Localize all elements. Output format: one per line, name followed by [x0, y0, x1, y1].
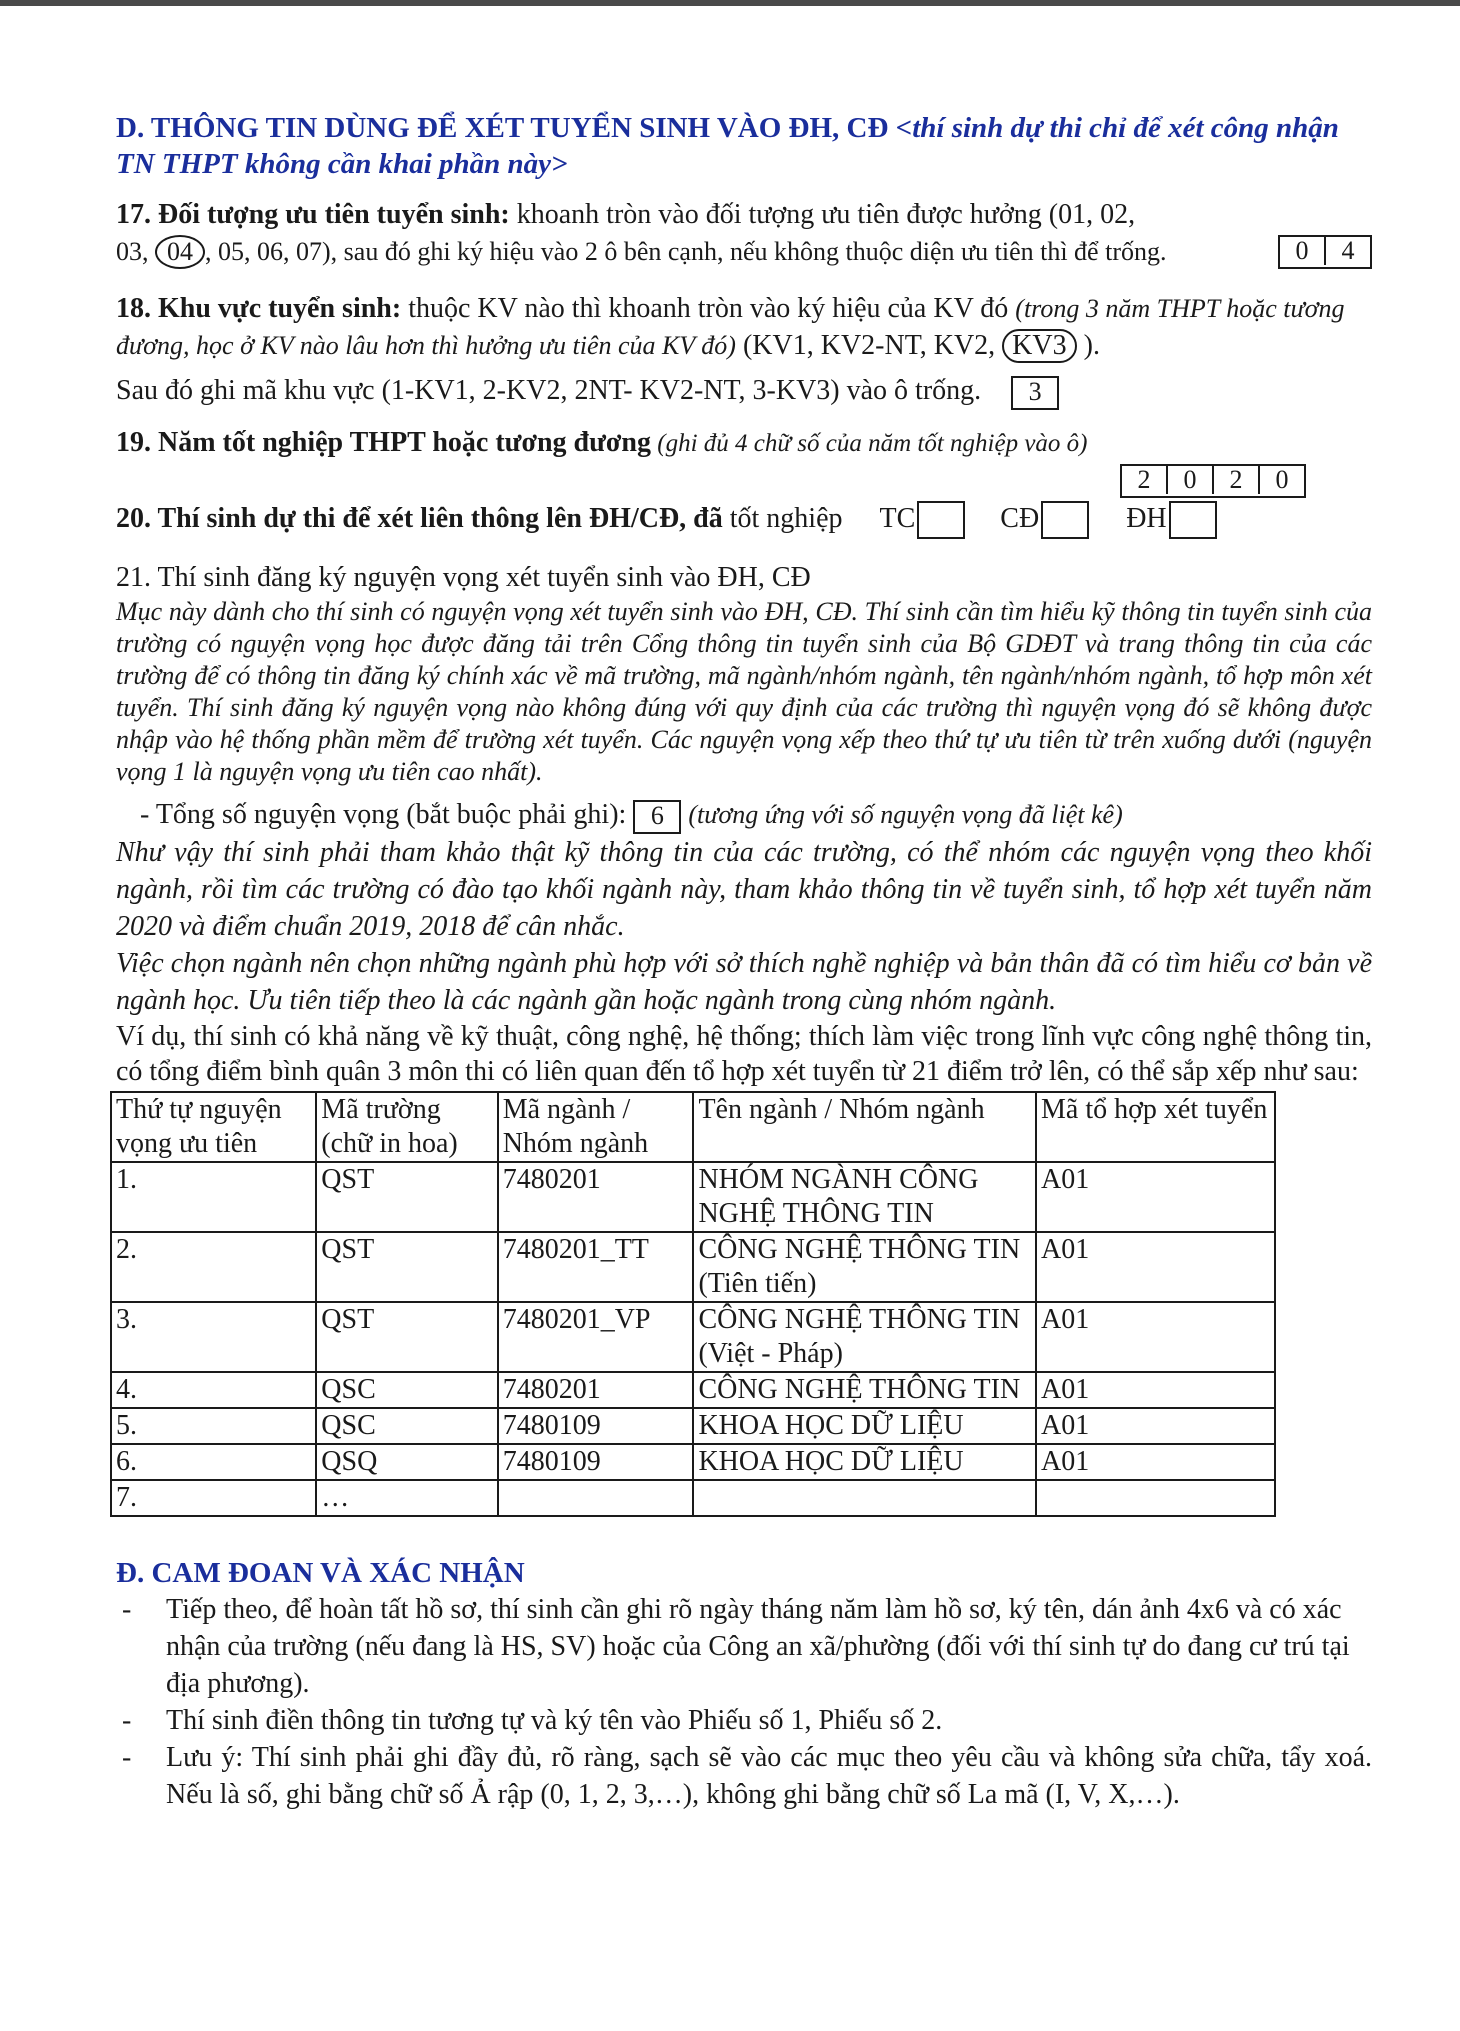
q19-year-digit-2: 0 — [1168, 466, 1214, 494]
table-cell: A01 — [1036, 1408, 1275, 1444]
dd-item-1 — [116, 1591, 1372, 1702]
table-row — [111, 1408, 1275, 1444]
table-header-order: Thứ tự nguyện vọng ưu tiên — [111, 1092, 316, 1162]
q20-line — [116, 500, 1372, 540]
q17-code-box[interactable] — [1278, 235, 1372, 269]
dash-bullet: - — [122, 1741, 132, 1773]
q17-line2 — [116, 233, 1372, 270]
table-cell: 1. — [111, 1162, 316, 1232]
q19-year-digit-1: 2 — [1122, 466, 1168, 494]
q20-tc-checkbox[interactable] — [917, 501, 965, 539]
q17-line1 — [116, 196, 1372, 233]
table-cell: KHOA HỌC DỮ LIỆU — [693, 1408, 1036, 1444]
table-cell: 7480109 — [498, 1444, 694, 1480]
q18-circled-option: KV3 — [1002, 329, 1076, 363]
q19-year-box[interactable] — [1120, 464, 1306, 498]
q20-cd-label: CĐ — [1000, 502, 1040, 534]
top-border — [0, 0, 1460, 6]
table-row — [111, 1162, 1275, 1232]
section-d-heading: D. THÔNG TIN DÙNG ĐỂ XÉT TUYỂN SINH VÀO ĐH, CĐ — [116, 112, 896, 144]
document-page — [116, 110, 1372, 1813]
q17-code-digit-2: 4 — [1341, 235, 1355, 265]
table-row — [111, 1232, 1275, 1302]
table-row — [111, 1480, 1275, 1516]
table-cell: A01 — [1036, 1372, 1275, 1408]
table-cell: CÔNG NGHỆ THÔNG TIN — [693, 1372, 1036, 1408]
q21-total-note: (tương ứng với số nguyện vọng đã liệt kê) — [688, 800, 1123, 830]
q17-circled-option: 04 — [155, 235, 205, 269]
preference-table — [110, 1091, 1276, 1517]
table-cell: QST — [316, 1162, 497, 1232]
table-cell: QSQ — [316, 1444, 497, 1480]
table-cell: 3. — [111, 1302, 316, 1372]
q17-text2a: 03, — [116, 237, 155, 266]
q21-advice-2: Việc chọn ngành nên chọn những ngành phù hợp với sở thích nghề nghiệp và bản thân đã có tìm hiểu cơ bản về ngành học. Ưu tiên tiếp theo là các ngành gần hoặc ngành trong cùng nhóm ngành. — [116, 947, 1372, 1016]
table-cell — [1036, 1480, 1275, 1516]
q21-description: Mục này dành cho thí sinh có nguyện vọng xét tuyển sinh vào ĐH, CĐ. Thí sinh cần tìm hiểu kỹ thông tin tuyển sinh của trường có nguyện vọng học được đăng tải trên Cổng thông tin tuyển sinh của Bộ GDĐT và trang thông tin của các trường để có thông tin đăng ký chính xác về mã trường, mã ngành/nhóm ngành, tên ngành/nhóm ngành, tổ hợp môn xét tuyển. Thí sinh đăng ký nguyện vọng nào không đúng với quy định của các trường thì nguyện vọng đó sẽ không được nhập vào hệ thống phần mềm để trường xét tuyển. Các nguyện vọng xếp theo thứ tự ưu tiên từ trên xuống dưới (nguyện vọng 1 là nguyện vọng ưu tiên cao nhất). — [116, 597, 1372, 787]
q19-note: (ghi đủ 4 chữ số của năm tốt nghiệp vào ô) — [651, 429, 1088, 457]
dash-bullet: - — [122, 1704, 132, 1736]
table-row — [111, 1302, 1275, 1372]
q17-label: 17. Đối tượng ưu tiên tuyển sinh: — [116, 199, 510, 230]
table-cell: QST — [316, 1302, 497, 1372]
section-dd-title: Đ. CAM ĐOAN VÀ XÁC NHẬN — [116, 1556, 525, 1589]
dd-item-text: Thí sinh điền thông tin tương tự và ký tên vào Phiếu số 1, Phiếu số 2. — [166, 1704, 943, 1736]
table-cell: KHOA HỌC DỮ LIỆU — [693, 1444, 1036, 1480]
table-cell: 2. — [111, 1232, 316, 1302]
dash-bullet: - — [122, 1593, 132, 1625]
table-header-row — [111, 1092, 1275, 1162]
q18-note: (trong 3 năm THPT hoặc tương đương, học ở KV nào lâu hơn thì hưởng ưu tiên của KV đó) — [116, 294, 1345, 360]
table-cell: … — [316, 1480, 497, 1516]
q20-dh-label: ĐH — [1126, 502, 1167, 534]
table-header-major-name: Tên ngành / Nhóm ngành — [693, 1092, 1036, 1162]
table-header-school-code: Mã trường (chữ in hoa) — [316, 1092, 497, 1162]
table-cell: A01 — [1036, 1162, 1275, 1232]
q20-tc-label: TC — [879, 502, 916, 534]
q20-label: 20. Thí sinh dự thi để xét liên thông lên ĐH/CĐ, đã — [116, 502, 723, 534]
dd-item-3 — [116, 1739, 1372, 1813]
table-cell: 4. — [111, 1372, 316, 1408]
q21-label: 21. Thí sinh đăng ký nguyện vọng xét tuyển sinh vào ĐH, CĐ — [116, 562, 811, 594]
q18-line1 — [116, 290, 1372, 364]
table-cell: A01 — [1036, 1444, 1275, 1480]
table-cell: 7480201 — [498, 1162, 694, 1232]
q18-text3: ). — [1076, 330, 1100, 361]
section-d-note: <thí sinh dự thi chỉ để xét công nhận TN THPT không cần khai phần này> — [116, 112, 1339, 180]
table-cell: QSC — [316, 1408, 497, 1444]
table-cell — [693, 1480, 1036, 1516]
table-header-combo-code: Mã tổ hợp xét tuyển — [1036, 1092, 1275, 1162]
q20-text: tốt nghiệp — [722, 502, 843, 534]
table-cell: CÔNG NGHỆ THÔNG TIN (Tiên tiến) — [693, 1232, 1036, 1302]
q17-text1: khoanh tròn vào đối tượng ưu tiên được hưởng (01, 02, — [509, 199, 1136, 230]
table-cell: A01 — [1036, 1302, 1275, 1372]
table-cell — [498, 1480, 694, 1516]
q21-total-box[interactable]: 6 — [633, 800, 681, 834]
dd-item-text: Tiếp theo, để hoàn tất hồ sơ, thí sinh cần ghi rõ ngày tháng năm làm hồ sơ, ký tên, dán ảnh 4x6 và có xác nhận của trường (nếu đang là HS, SV) hoặc của Công an xã/phường (đối với thí sinh tự do đang cư trú tại địa phương). — [166, 1593, 1350, 1699]
q21-advice-1: Như vậy thí sinh phải tham khảo thật kỹ thông tin của các trường, có thể nhóm các nguyện vọng theo khối ngành, rồi tìm các trường có đào tạo khối ngành này, tham khảo thông tin về tuyển sinh, tổ hợp xét tuyển năm 2020 và điểm chuẩn 2019, 2018 để cân nhắc. — [116, 836, 1372, 942]
q19-label: 19. Năm tốt nghiệp THPT hoặc tương đương — [116, 426, 651, 458]
q17-code-digit-1: 0 — [1280, 237, 1326, 265]
table-cell: QST — [316, 1232, 497, 1302]
q18-label: 18. Khu vực tuyển sinh: — [116, 293, 402, 324]
q19-year-boxes — [116, 464, 1372, 498]
q19-year-digit-3: 2 — [1214, 466, 1260, 494]
table-cell: QSC — [316, 1372, 497, 1408]
dd-item-2 — [116, 1702, 1372, 1739]
table-cell: 5. — [111, 1408, 316, 1444]
q18-text1: thuộc KV nào thì khoanh tròn vào ký hiệu của KV đó — [401, 293, 1016, 324]
table-row — [111, 1372, 1275, 1408]
q21-total-line: - Tổng số nguyện vọng (bắt buộc phải ghi): 6 (tương ứng với số nguyện vọng đã liệt kê) — [116, 796, 1372, 834]
table-row — [111, 1444, 1275, 1480]
q20-dh-checkbox[interactable] — [1169, 501, 1217, 539]
table-cell: 7. — [111, 1480, 316, 1516]
table-cell: 7480201_TT — [498, 1232, 694, 1302]
q17-text2 — [116, 233, 1166, 270]
q20-cd-checkbox[interactable] — [1041, 501, 1089, 539]
q21-total-label: Tổng số nguyện vọng (bắt buộc phải ghi): — [155, 799, 627, 831]
table-cell: A01 — [1036, 1232, 1275, 1302]
q17-text2b: , 05, 06, 07), sau đó ghi ký hiệu vào 2 ô bên cạnh, nếu không thuộc diện ưu tiên thì để trống. — [205, 237, 1167, 266]
section-d-title — [116, 110, 1372, 182]
table-cell: NHÓM NGÀNH CÔNG NGHỆ THÔNG TIN — [693, 1162, 1036, 1232]
q19-year-digit-4: 0 — [1275, 464, 1289, 494]
q18-text2: (KV1, KV2-NT, KV2, — [735, 330, 1003, 361]
table-cell: 7480201 — [498, 1372, 694, 1408]
q19-line — [116, 424, 1372, 462]
q18-line2-text: Sau đó ghi mã khu vực (1-KV1, 2-KV2, 2NT- KV2-NT, 3-KV3) vào ô trống. — [116, 375, 982, 406]
q18-code-box[interactable]: 3 — [1011, 376, 1059, 410]
table-cell: CÔNG NGHỆ THÔNG TIN (Việt - Pháp) — [693, 1302, 1036, 1372]
table-cell: 6. — [111, 1444, 316, 1480]
q18-line2 — [116, 372, 1372, 410]
table-cell: 7480201_VP — [498, 1302, 694, 1372]
dd-item-text: Lưu ý: Thí sinh phải ghi đầy đủ, rõ ràng, sạch sẽ vào các mục theo yêu cầu và không sửa chữa, tẩy xoá. Nếu là số, ghi bằng chữ số Ả rập (0, 1, 2, 3,…), không ghi bằng chữ số La mã (I, V, X,…). — [166, 1741, 1372, 1810]
table-cell: 7480109 — [498, 1408, 694, 1444]
q21-example: Ví dụ, thí sinh có khả năng về kỹ thuật, công nghệ, hệ thống; thích làm việc trong lĩnh vực công nghệ thông tin, có tổng điểm bình quân 3 môn thi có liên quan đến tổ hợp xét tuyển từ 21 điểm trở lên, có thể sắp xếp như sau: — [116, 1020, 1372, 1087]
table-header-major-code: Mã ngành / Nhóm ngành — [498, 1092, 694, 1162]
